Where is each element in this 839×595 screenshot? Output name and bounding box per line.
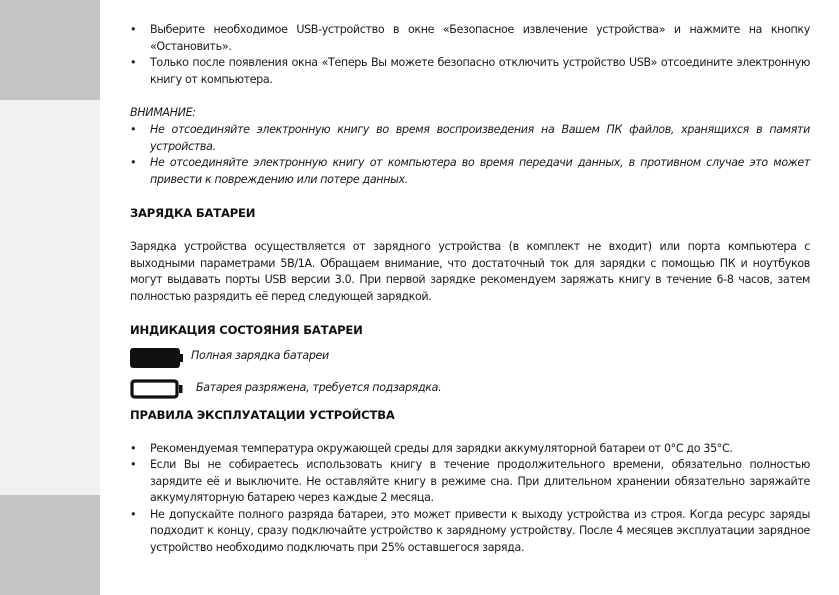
rule-2	[130, 457, 810, 507]
usb-removal-step-2	[130, 55, 810, 88]
bullet-marker: •	[130, 56, 137, 70]
manual-page-content	[130, 22, 810, 557]
battery-full-row	[130, 345, 810, 375]
rule-2-text: Если Вы не собираетесь использовать книгу в течение продолжительного времени, обязательно полностью зарядите её и выключите. Не оставляйте книгу в режиме сна. При длительном хранении обязательно заряжайте аккумуляторную батарею через каждые 2 месяца.	[150, 458, 810, 505]
page-margin-bar	[0, 0, 100, 595]
bullet-marker: •	[130, 156, 137, 170]
warning-item-1	[130, 122, 810, 155]
rule-3-text: Не допускайте полного разряда батареи, это может привести к выходу устройства из строя. Когда ресурс заряды подходит к концу, сразу подключайте устройство к зарядному устройству. После 4 месяцев эксплуатации зарядное устройство необходимо подключать при 25% оставшегося заряда.	[150, 507, 810, 555]
bullet-marker: •	[130, 507, 137, 521]
battery-full-label: Полная зарядка батареи	[191, 348, 329, 362]
battery-indication-heading: ИНДИКАЦИЯ СОСТОЯНИЯ БАТАРЕИ	[130, 323, 363, 338]
rule-1-text: Рекомендуемая температура окружающей среды для зарядки аккумуляторной батареи от 0°С до 35°С.	[150, 441, 733, 455]
margin-block-top	[0, 0, 100, 100]
battery-empty-label: Батарея разряжена, требуется подзарядка.	[196, 380, 442, 394]
battery-empty-row	[130, 375, 810, 405]
warning-item-2	[130, 155, 810, 188]
usb-removal-step-1-text: Выберите необходимое USB-устройство в окне «Безопасное извлечение устройства» и нажмите на кнопку «Остановить».	[150, 23, 810, 53]
rule-1	[130, 441, 810, 458]
bullet-marker: •	[130, 122, 137, 136]
warning-item-1-text: Не отсоединяйте электронную книгу во время воспроизведения на Вашем ПК файлов, хранящихся в памяти устройства.	[150, 122, 810, 153]
rule-3	[130, 507, 810, 557]
warning-item-2-text: Не отсоединяйте электронную книгу от компьютера во время передачи данных, в противном случае это может привести к повреждению или потере данных.	[150, 156, 810, 186]
usb-removal-step-2-text: Только после появления окна «Теперь Вы можете безопасно отключить устройство USB» отсоедините электронную книгу от компьютера.	[150, 56, 810, 86]
bullet-marker: •	[130, 441, 137, 455]
battery-empty-icon	[130, 377, 184, 401]
usage-rules-heading: ПРАВИЛА ЭКСПЛУАТАЦИИ УСТРОЙСТВА	[130, 407, 395, 422]
battery-full-icon	[130, 346, 184, 370]
margin-block-bottom	[0, 495, 100, 595]
charging-paragraph: Зарядка устройства осуществляется от зарядного устройства (в комплект не входит) или порта компьютера с выходными параметрами 5В/1А. Обращаем внимание, что достаточный ток для зарядки с помощью ПК и ноутбуков могут выдавать порты USB версии 3.0. При первой зарядке рекомендуем заряжать книгу в течение 6-8 часов, затем полностью разрядить её перед следующей зарядкой.	[130, 239, 810, 303]
bullet-marker: •	[130, 23, 137, 36]
bullet-marker: •	[130, 458, 137, 472]
warning-title: ВНИМАНИЕ:	[130, 106, 196, 120]
usb-removal-step-1	[130, 22, 810, 55]
charging-heading: ЗАРЯДКА БАТАРЕИ	[130, 206, 256, 221]
